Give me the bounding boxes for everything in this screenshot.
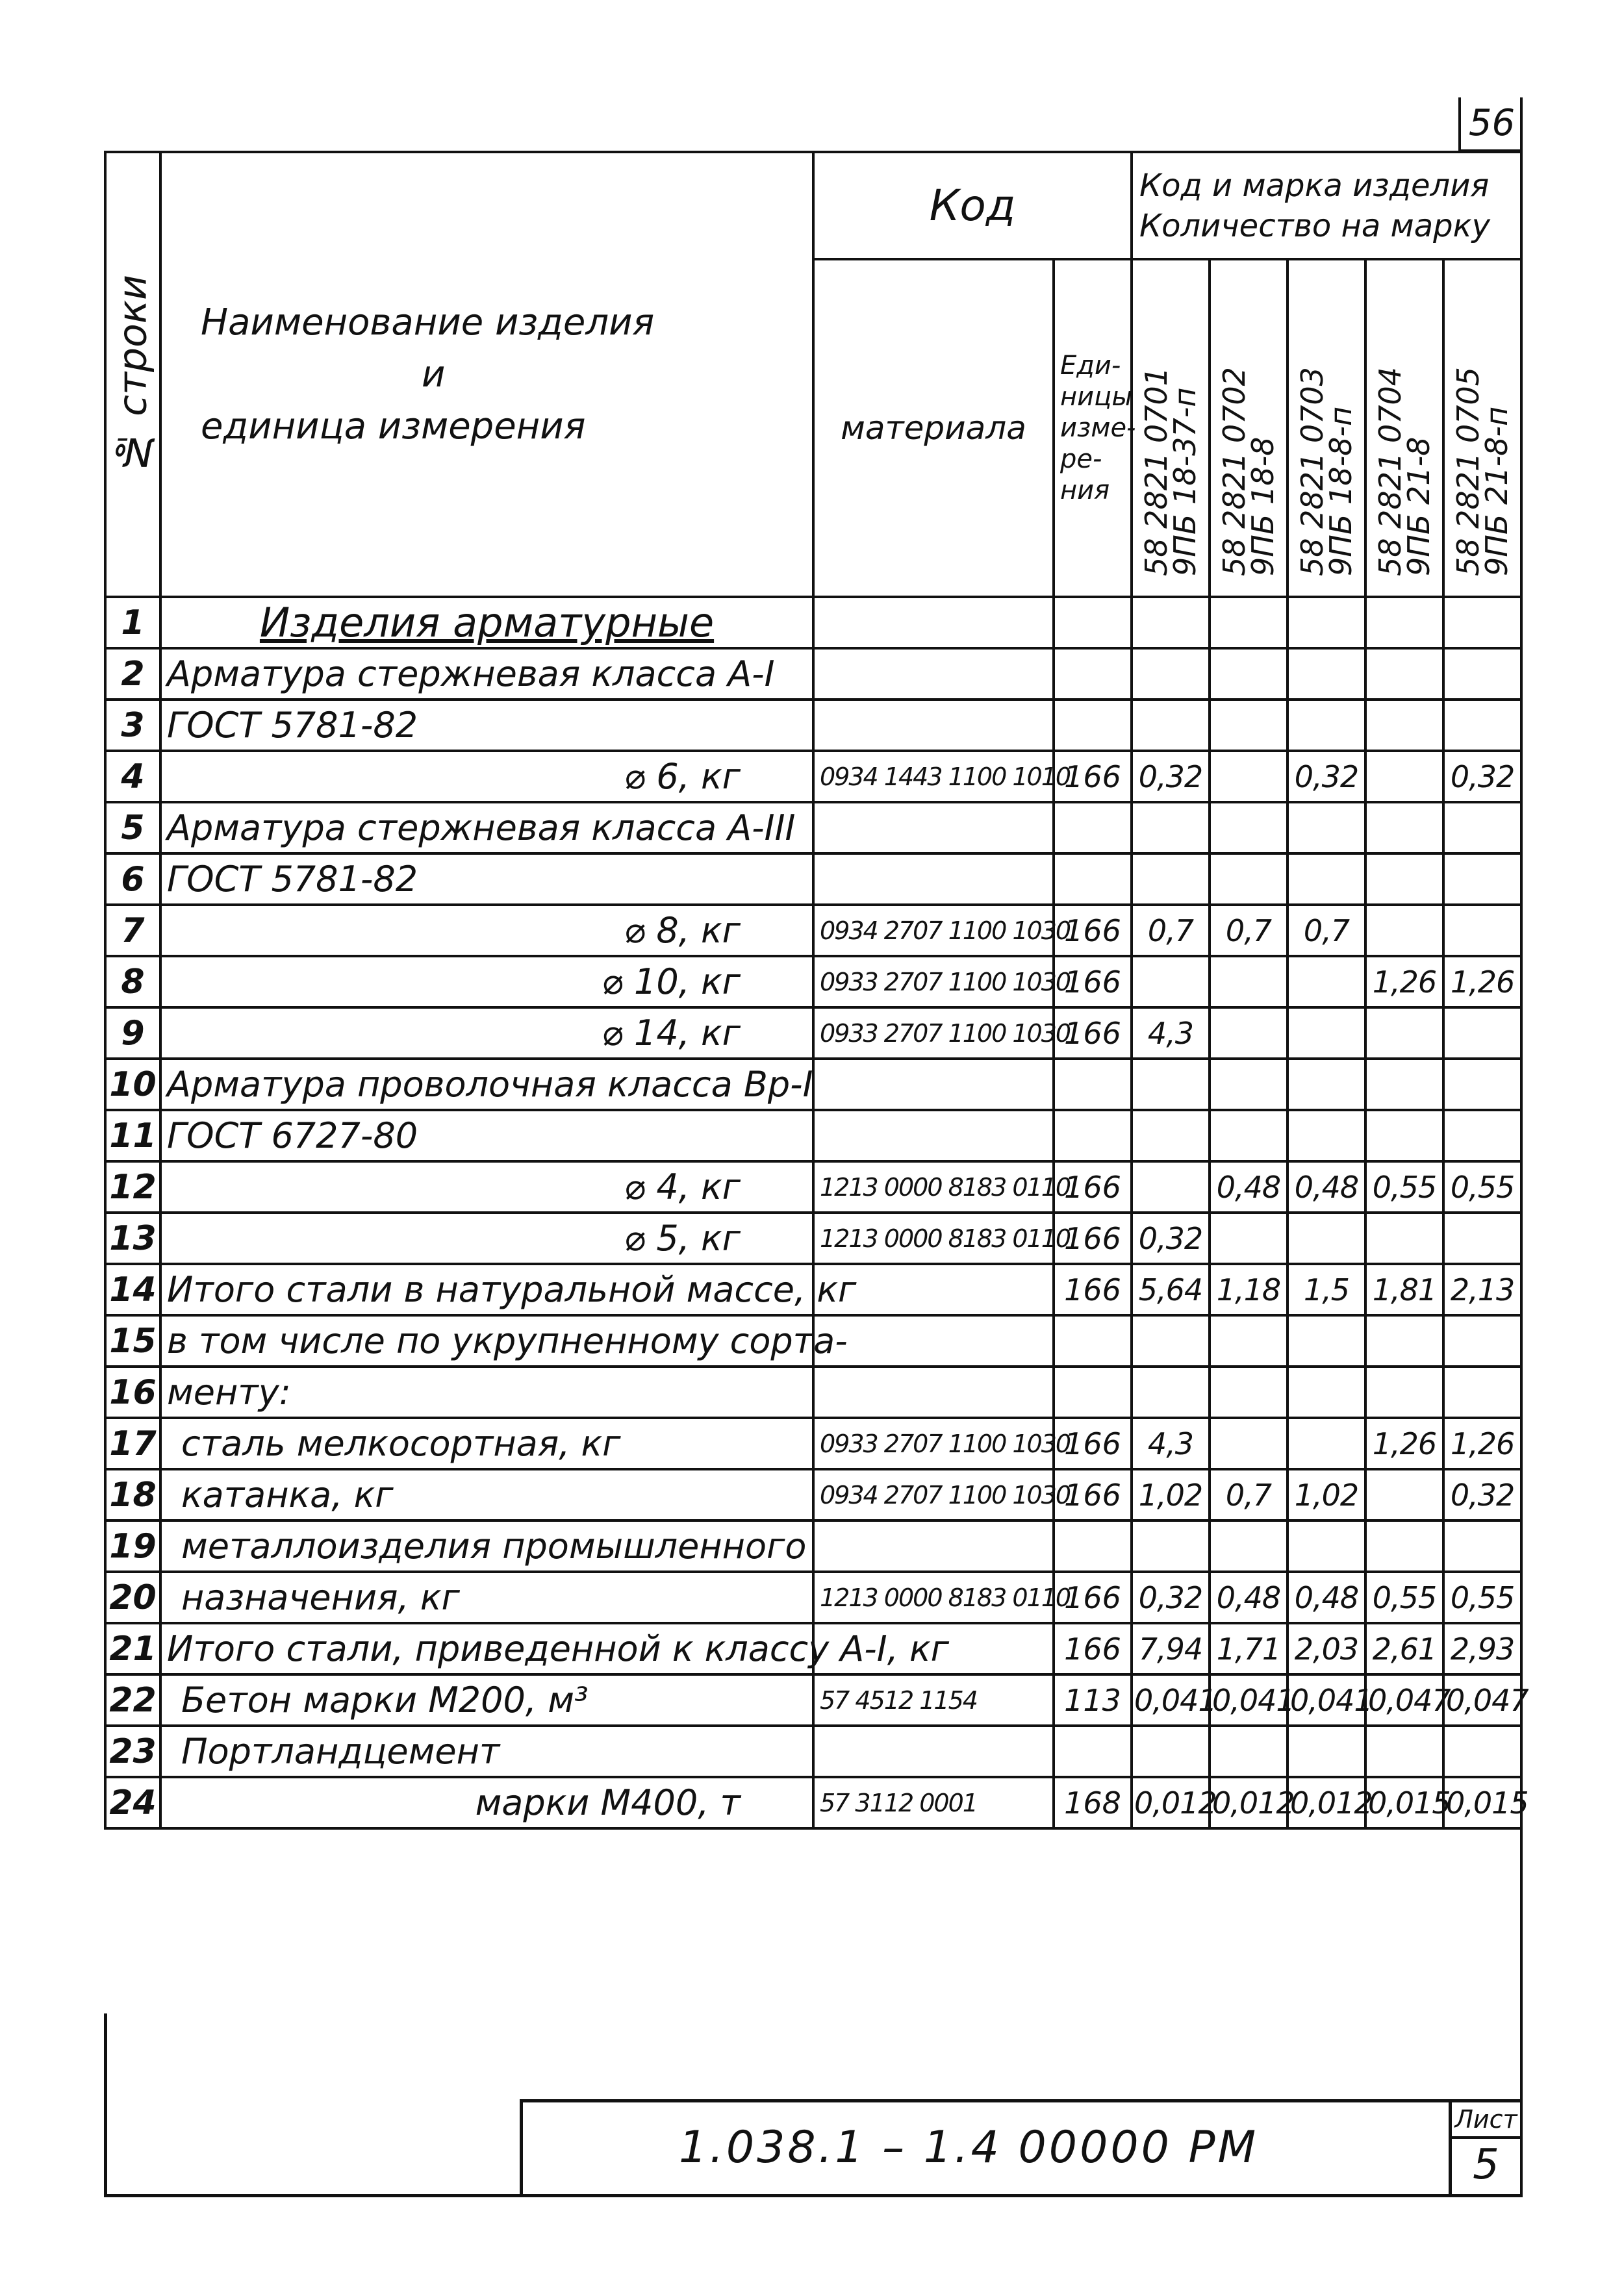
material-code-cell: 1213 0000 8183 0110: [813, 1161, 1054, 1213]
quantity-cell: [1288, 597, 1365, 648]
quantity-cell: [1132, 1315, 1210, 1367]
quantity-cell: 1,18: [1210, 1264, 1288, 1315]
quantity-cell: [1288, 1520, 1365, 1572]
name-cell: Итого стали, приведенной к классу А-I, кг: [160, 1623, 813, 1674]
name-header-line1: Наименование изделия: [201, 301, 655, 344]
row-number-cell: 24: [105, 1777, 160, 1828]
quantity-cell: [1132, 1059, 1210, 1110]
quantity-cell: [1210, 853, 1288, 905]
quantity-cell: 1,26: [1365, 1418, 1443, 1469]
quantity-cell: 0,32: [1443, 1469, 1521, 1520]
quantity-cell: 1,81: [1365, 1264, 1443, 1315]
title-block: [520, 2099, 1520, 2197]
quantity-cell: [1443, 802, 1521, 853]
row-number-cell: 9: [105, 1007, 160, 1059]
quantity-cell: 1,26: [1443, 956, 1521, 1007]
quantity-cell: [1365, 1315, 1443, 1367]
quantity-cell: [1443, 1059, 1521, 1110]
quantity-cell: [1210, 1418, 1288, 1469]
material-code-cell: 57 3112 0001: [813, 1777, 1054, 1828]
quantity-cell: 0,015: [1443, 1777, 1521, 1828]
quantity-cell: 0,32: [1132, 751, 1210, 802]
row-number-cell: 18: [105, 1469, 160, 1520]
quantity-cell: [1288, 1110, 1365, 1161]
quantity-cell: [1210, 1213, 1288, 1264]
material-code-cell: [813, 700, 1054, 751]
quantity-cell: [1132, 853, 1210, 905]
unit-code-cell: [1054, 1367, 1132, 1418]
table-row: [105, 1007, 1521, 1059]
material-code-cell: 0934 2707 1100 1030: [813, 1469, 1054, 1520]
document-code: 1.038.1 – 1.4 00000 РМ: [679, 2122, 1259, 2173]
name-cell: марки М400, т: [160, 1777, 813, 1828]
quantity-cell: 0,041: [1288, 1674, 1365, 1726]
quantity-cell: [1365, 1367, 1443, 1418]
row-number-cell: 2: [105, 648, 160, 700]
quantity-cell: 2,03: [1288, 1623, 1365, 1674]
material-code-cell: 57 4512 1154: [813, 1674, 1054, 1726]
table-row: [105, 802, 1521, 853]
name-cell: Арматура стержневая класса А-I: [160, 648, 813, 700]
quantity-cell: [1210, 597, 1288, 648]
name-cell: менту:: [160, 1367, 813, 1418]
quantity-cell: [1210, 1110, 1288, 1161]
quantity-cell: 0,55: [1365, 1572, 1443, 1623]
material-header: материала: [813, 259, 1054, 597]
quantity-cell: [1365, 1469, 1443, 1520]
name-cell: ГОСТ 5781-82: [160, 700, 813, 751]
unit-code-cell: 168: [1054, 1777, 1132, 1828]
quantity-cell: [1288, 802, 1365, 853]
name-cell: Портландцемент: [160, 1726, 813, 1777]
name-cell: ⌀ 14, кг: [160, 1007, 813, 1059]
row-number-cell: 5: [105, 802, 160, 853]
row-number-cell: 16: [105, 1367, 160, 1418]
table-row: [105, 1726, 1521, 1777]
quantity-cell: 1,02: [1288, 1469, 1365, 1520]
quantity-cell: 0,047: [1443, 1674, 1521, 1726]
unit-code-cell: 166: [1054, 905, 1132, 956]
row-number-cell: 1: [105, 597, 160, 648]
quantity-cell: [1132, 1367, 1210, 1418]
row-number-cell: 15: [105, 1315, 160, 1367]
quantity-cell: [1288, 1213, 1365, 1264]
product-code: 58 2821 0705: [1451, 367, 1486, 576]
unit-code-cell: 166: [1054, 1572, 1132, 1623]
product-mark: 9ПБ 18-37-п: [1167, 387, 1202, 576]
quantity-cell: [1443, 1367, 1521, 1418]
sheet-box: [1449, 2102, 1520, 2197]
quantity-cell: 0,7: [1210, 1469, 1288, 1520]
quantity-cell: 0,32: [1132, 1213, 1210, 1264]
page-number: 56: [1458, 97, 1523, 152]
unit-code-cell: 166: [1054, 1007, 1132, 1059]
material-code-cell: [813, 1315, 1054, 1367]
product-mark: 9ПБ 18-8-п: [1323, 406, 1358, 576]
quantity-cell: 0,48: [1288, 1572, 1365, 1623]
row-number-cell: 12: [105, 1161, 160, 1213]
quantity-cell: [1365, 597, 1443, 648]
name-cell: Итого стали в натуральной массе, кг: [160, 1264, 813, 1315]
quantity-cell: [1365, 1110, 1443, 1161]
name-cell: ГОСТ 5781-82: [160, 853, 813, 905]
table-row: [105, 751, 1521, 802]
table-row: [105, 597, 1521, 648]
row-number-cell: 22: [105, 1674, 160, 1726]
name-cell: катанка, кг: [160, 1469, 813, 1520]
unit-code-cell: [1054, 1315, 1132, 1367]
row-number-cell: 6: [105, 853, 160, 905]
quantity-cell: 0,7: [1132, 905, 1210, 956]
material-code-cell: [813, 1059, 1054, 1110]
row-number-cell: 20: [105, 1572, 160, 1623]
row-number-header: № строки: [105, 152, 160, 597]
unit-code-cell: [1054, 1726, 1132, 1777]
product-group-line1: Код и марка изделия: [1139, 167, 1490, 204]
quantity-cell: [1443, 1007, 1521, 1059]
name-cell: ГОСТ 6727-80: [160, 1110, 813, 1161]
material-code-cell: [813, 853, 1054, 905]
name-cell: Изделия арматурные: [160, 597, 813, 648]
name-cell: ⌀ 6, кг: [160, 751, 813, 802]
unit-code-cell: 166: [1054, 1264, 1132, 1315]
quantity-cell: 4,3: [1132, 1418, 1210, 1469]
name-header-line2: и: [422, 353, 446, 396]
material-code-cell: 0933 2707 1100 1030: [813, 1007, 1054, 1059]
quantity-cell: 0,041: [1132, 1674, 1210, 1726]
quantity-cell: [1288, 1007, 1365, 1059]
table-row: [105, 1264, 1521, 1315]
quantity-cell: 0,7: [1210, 905, 1288, 956]
table-row: [105, 853, 1521, 905]
material-code-cell: [813, 648, 1054, 700]
quantity-cell: [1288, 1418, 1365, 1469]
quantity-cell: 0,012: [1132, 1777, 1210, 1828]
quantity-cell: [1132, 700, 1210, 751]
product-mark: 9ПБ 21-8: [1401, 436, 1436, 576]
row-number-cell: 10: [105, 1059, 160, 1110]
quantity-cell: 0,48: [1210, 1161, 1288, 1213]
row-number-cell: 11: [105, 1110, 160, 1161]
table-row: [105, 1469, 1521, 1520]
quantity-cell: 1,02: [1132, 1469, 1210, 1520]
table-row: [105, 1520, 1521, 1572]
product-header: [1365, 259, 1443, 597]
quantity-cell: [1365, 1213, 1443, 1264]
quantity-cell: 0,32: [1132, 1572, 1210, 1623]
material-code-cell: 1213 0000 8183 0110: [813, 1213, 1054, 1264]
quantity-cell: 0,32: [1288, 751, 1365, 802]
product-group-line2: Количество на марку: [1139, 207, 1491, 244]
quantity-cell: [1132, 802, 1210, 853]
sheet-label: Лист: [1452, 2102, 1520, 2139]
table-row: [105, 1572, 1521, 1623]
quantity-cell: [1210, 700, 1288, 751]
quantity-cell: [1132, 1520, 1210, 1572]
table-row: [105, 1059, 1521, 1110]
quantity-cell: 0,32: [1443, 751, 1521, 802]
quantity-cell: [1210, 1367, 1288, 1418]
material-code-cell: [813, 1367, 1054, 1418]
row-number-cell: 19: [105, 1520, 160, 1572]
table-row: [105, 1161, 1521, 1213]
quantity-cell: [1132, 956, 1210, 1007]
name-cell: металлоизделия промышленного: [160, 1520, 813, 1572]
quantity-cell: [1210, 648, 1288, 700]
quantity-cell: 2,61: [1365, 1623, 1443, 1674]
quantity-cell: [1288, 1726, 1365, 1777]
unit-code-cell: 166: [1054, 751, 1132, 802]
material-code-cell: [813, 597, 1054, 648]
quantity-cell: [1288, 1059, 1365, 1110]
material-code-cell: 0934 1443 1100 1010: [813, 751, 1054, 802]
quantity-cell: 4,3: [1132, 1007, 1210, 1059]
unit-code-cell: [1054, 1059, 1132, 1110]
material-code-cell: [813, 1110, 1054, 1161]
quantity-cell: 0,012: [1210, 1777, 1288, 1828]
product-header: [1132, 259, 1210, 597]
material-code-cell: 0933 2707 1100 1030: [813, 956, 1054, 1007]
quantity-cell: [1443, 648, 1521, 700]
quantity-cell: [1210, 1726, 1288, 1777]
name-cell: ⌀ 5, кг: [160, 1213, 813, 1264]
quantity-cell: [1443, 700, 1521, 751]
sheet-number: 5: [1473, 2141, 1499, 2189]
quantity-cell: [1210, 1007, 1288, 1059]
row-number-cell: 3: [105, 700, 160, 751]
quantity-cell: 1,71: [1210, 1623, 1288, 1674]
quantity-cell: 0,55: [1443, 1572, 1521, 1623]
quantity-cell: [1288, 956, 1365, 1007]
quantity-cell: [1365, 1007, 1443, 1059]
unit-code-cell: 166: [1054, 956, 1132, 1007]
quantity-cell: 2,93: [1443, 1623, 1521, 1674]
product-header: [1443, 259, 1521, 597]
quantity-cell: [1365, 1059, 1443, 1110]
quantity-cell: 0,041: [1210, 1674, 1288, 1726]
unit-code-cell: [1054, 1520, 1132, 1572]
quantity-cell: 2,13: [1443, 1264, 1521, 1315]
quantity-cell: [1132, 597, 1210, 648]
row-number-cell: 14: [105, 1264, 160, 1315]
table-row: [105, 1213, 1521, 1264]
quantity-cell: [1210, 1059, 1288, 1110]
quantity-cell: 0,55: [1365, 1161, 1443, 1213]
quantity-cell: [1443, 1213, 1521, 1264]
quantity-cell: 5,64: [1132, 1264, 1210, 1315]
unit-header: Еди-ницы изме-ре-ния: [1054, 259, 1132, 597]
material-code-cell: [813, 1726, 1054, 1777]
quantity-cell: [1132, 1161, 1210, 1213]
material-code-cell: 1213 0000 8183 0110: [813, 1572, 1054, 1623]
quantity-cell: 0,047: [1365, 1674, 1443, 1726]
specification-table: [104, 151, 1529, 1830]
quantity-cell: [1288, 1367, 1365, 1418]
quantity-cell: [1365, 905, 1443, 956]
quantity-cell: [1288, 853, 1365, 905]
table-row: [105, 1777, 1521, 1828]
row-number-cell: 4: [105, 751, 160, 802]
quantity-cell: 0,015: [1365, 1777, 1443, 1828]
product-header: [1288, 259, 1365, 597]
name-cell: Бетон марки М200, м³: [160, 1674, 813, 1726]
quantity-cell: 0,55: [1443, 1161, 1521, 1213]
product-mark: 9ПБ 21-8-п: [1479, 406, 1515, 576]
product-header: [1210, 259, 1288, 597]
quantity-cell: [1443, 1520, 1521, 1572]
unit-code-cell: 113: [1054, 1674, 1132, 1726]
row-number-cell: 21: [105, 1623, 160, 1674]
product-code: 58 2821 0702: [1217, 367, 1252, 576]
quantity-cell: [1365, 751, 1443, 802]
material-code-cell: 0933 2707 1100 1030: [813, 1418, 1054, 1469]
quantity-cell: [1365, 648, 1443, 700]
code-header: Код: [813, 152, 1132, 259]
name-cell: ⌀ 4, кг: [160, 1161, 813, 1213]
name-cell: в том числе по укрупненному сорта-: [160, 1315, 813, 1367]
name-cell: ⌀ 10, кг: [160, 956, 813, 1007]
quantity-cell: [1365, 853, 1443, 905]
name-header-line3: единица измерения: [201, 405, 586, 448]
name-header: [160, 152, 813, 597]
unit-code-cell: [1054, 1110, 1132, 1161]
row-number-cell: 23: [105, 1726, 160, 1777]
unit-code-cell: 166: [1054, 1161, 1132, 1213]
unit-code-cell: [1054, 648, 1132, 700]
unit-code-cell: [1054, 802, 1132, 853]
table-row: [105, 700, 1521, 751]
quantity-cell: 0,48: [1210, 1572, 1288, 1623]
product-code: 58 2821 0704: [1373, 367, 1408, 576]
product-mark: 9ПБ 18-8: [1245, 436, 1280, 576]
quantity-cell: 0,7: [1288, 905, 1365, 956]
quantity-cell: [1210, 1315, 1288, 1367]
quantity-cell: [1365, 700, 1443, 751]
quantity-cell: 1,26: [1365, 956, 1443, 1007]
product-group-header: [1132, 152, 1521, 259]
table-row: [105, 905, 1521, 956]
quantity-cell: [1443, 1110, 1521, 1161]
quantity-cell: 1,5: [1288, 1264, 1365, 1315]
row-number-cell: 13: [105, 1213, 160, 1264]
name-cell: сталь мелкосортная, кг: [160, 1418, 813, 1469]
quantity-cell: [1443, 597, 1521, 648]
quantity-cell: [1443, 1315, 1521, 1367]
quantity-cell: 0,012: [1288, 1777, 1365, 1828]
quantity-cell: [1132, 1110, 1210, 1161]
quantity-cell: [1288, 1315, 1365, 1367]
quantity-cell: [1210, 751, 1288, 802]
quantity-cell: 0,48: [1288, 1161, 1365, 1213]
unit-code-cell: 166: [1054, 1469, 1132, 1520]
quantity-cell: [1210, 956, 1288, 1007]
quantity-cell: [1365, 802, 1443, 853]
table-row: [105, 648, 1521, 700]
name-cell: Арматура проволочная класса Вр-I: [160, 1059, 813, 1110]
unit-code-cell: 166: [1054, 1213, 1132, 1264]
quantity-cell: [1443, 1726, 1521, 1777]
row-number-cell: 7: [105, 905, 160, 956]
table-row: [105, 1623, 1521, 1674]
frame-left-rule: [104, 2013, 107, 2197]
table-row: [105, 1315, 1521, 1367]
material-code-cell: 0934 2707 1100 1030: [813, 905, 1054, 956]
quantity-cell: [1365, 1520, 1443, 1572]
product-code: 58 2821 0703: [1295, 367, 1330, 576]
unit-code-cell: [1054, 597, 1132, 648]
row-number-cell: 17: [105, 1418, 160, 1469]
table-row: [105, 956, 1521, 1007]
product-code: 58 2821 0701: [1139, 367, 1174, 576]
table-row: [105, 1110, 1521, 1161]
quantity-cell: [1288, 700, 1365, 751]
table-row: [105, 1418, 1521, 1469]
unit-code-cell: 166: [1054, 1623, 1132, 1674]
unit-code-cell: [1054, 853, 1132, 905]
material-code-cell: [813, 1520, 1054, 1572]
quantity-cell: [1132, 648, 1210, 700]
quantity-cell: 1,26: [1443, 1418, 1521, 1469]
quantity-cell: [1210, 1520, 1288, 1572]
quantity-cell: [1365, 1726, 1443, 1777]
quantity-cell: 7,94: [1132, 1623, 1210, 1674]
unit-code-cell: [1054, 700, 1132, 751]
name-cell: назначения, кг: [160, 1572, 813, 1623]
table-body: [105, 597, 1529, 1828]
quantity-cell: [1288, 648, 1365, 700]
quantity-cell: [1132, 1726, 1210, 1777]
quantity-cell: [1210, 802, 1288, 853]
name-cell: Арматура стержневая класса А-III: [160, 802, 813, 853]
row-number-cell: 8: [105, 956, 160, 1007]
table-row: [105, 1674, 1521, 1726]
table-row: [105, 1367, 1521, 1418]
name-cell: ⌀ 8, кг: [160, 905, 813, 956]
material-code-cell: [813, 802, 1054, 853]
quantity-cell: [1443, 905, 1521, 956]
unit-code-cell: 166: [1054, 1418, 1132, 1469]
quantity-cell: [1443, 853, 1521, 905]
